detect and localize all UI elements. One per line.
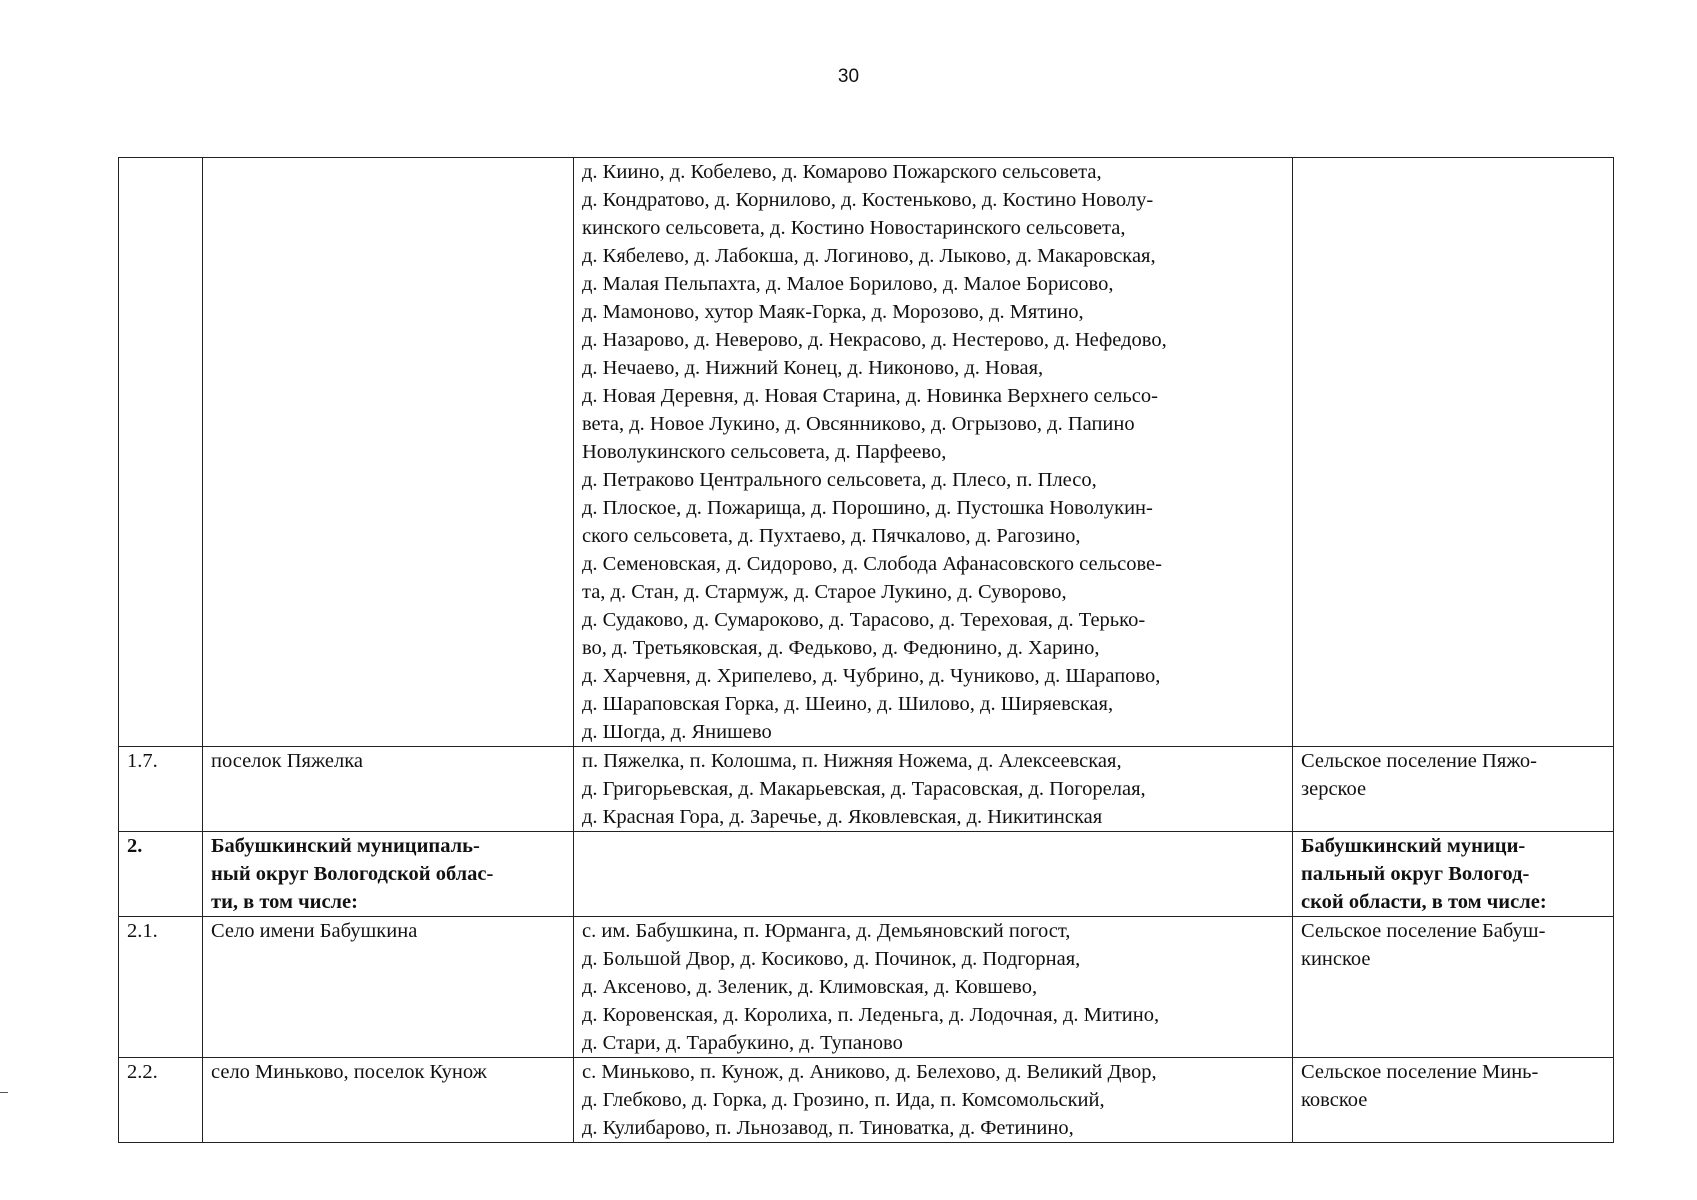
number-cell: [119, 1058, 203, 1143]
locality-name-cell-line: Бабушкинский муниципаль-: [211, 835, 480, 857]
settlements-list-cell-line: с. Миньково, п. Кунож, д. Аниково, д. Белехово, д. Великий Двор,: [582, 1061, 1157, 1083]
settlements-list-cell-line: во, д. Третьяковская, д. Федьково, д. Федюнино, д. Харино,: [582, 637, 1100, 659]
municipality-cell-line: пальный округ Вологод-: [1301, 863, 1530, 885]
settlements-list-cell-line: д. Петраково Центрального сельсовета, д. Плесо, п. Плесо,: [582, 469, 1097, 491]
settlements-list-cell-line: д. Кябелево, д. Лабокша, д. Логиново, д. Лыково, д. Макаровская,: [582, 245, 1156, 267]
settlements-list-cell-line: вета, д. Новое Лукино, д. Овсянниково, д. Огрызово, д. Папино: [582, 413, 1135, 435]
settlements-list-cell-line: д. Новая Деревня, д. Новая Старина, д. Новинка Верхнего сельсо-: [582, 385, 1158, 407]
settlements-list-cell-line: д. Семеновская, д. Сидорово, д. Слобода Афанасовского сельсове-: [582, 553, 1162, 575]
settlements-list-cell-line: ского сельсовета, д. Пухтаево, д. Пячкалово, д. Рагозино,: [582, 525, 1081, 547]
settlements-list-cell: [574, 747, 1293, 832]
locality-name-cell-line: поселок Пяжелка: [211, 750, 363, 772]
settlements-list-cell-line: п. Пяжелка, п. Колошма, п. Нижняя Ножема, д. Алексеевская,: [582, 750, 1122, 772]
locality-name-cell: [203, 917, 574, 1058]
settlements-list-cell-line: та, д. Стан, д. Стармуж, д. Старое Лукино, д. Суворово,: [582, 581, 1067, 603]
municipality-cell-line: Сельское поселение Пяжо-: [1301, 750, 1537, 772]
municipality-cell-line: ской области, в том числе:: [1301, 891, 1547, 913]
number-cell: [119, 747, 203, 832]
municipality-cell: [1293, 1058, 1614, 1143]
row-number: 2.: [127, 835, 143, 857]
table-body: [119, 158, 1614, 1143]
row-number: 2.2.: [127, 1061, 158, 1083]
settlements-list-cell-line: д. Малая Пельпахта, д. Малое Борилово, д. Малое Борисово,: [582, 273, 1114, 295]
municipality-cell: [1293, 832, 1614, 917]
number-cell: [119, 832, 203, 917]
settlements-list-cell-line: д. Нечаево, д. Нижний Конец, д. Никоново, д. Новая,: [582, 357, 1044, 379]
page-number: 30: [837, 66, 860, 87]
locality-name-cell: [203, 832, 574, 917]
municipality-cell-line: зерское: [1301, 778, 1367, 800]
settlements-list-cell-line: д. Коровенская, д. Королиха, п. Леденьга, д. Лодочная, д. Митино,: [582, 1004, 1160, 1026]
settlements-list-cell-line: д. Шараповская Горка, д. Шеино, д. Шилово, д. Ширяевская,: [582, 693, 1114, 715]
locality-name-cell: [203, 747, 574, 832]
table-row: [119, 917, 1614, 1058]
table-row: [119, 832, 1614, 917]
municipality-cell: [1293, 917, 1614, 1058]
locality-name-cell-line: село Миньково, поселок Кунож: [211, 1061, 487, 1083]
settlements-list-cell-line: Новолукинского сельсовета, д. Парфеево,: [582, 441, 947, 463]
settlements-list-cell-line: д. Харчевня, д. Хрипелево, д. Чубрино, д. Чуниково, д. Шарапово,: [582, 665, 1161, 687]
locality-name-cell-line: ный округ Вологодской облас-: [211, 863, 494, 885]
settlements-list-cell-line: д. Назарово, д. Неверово, д. Некрасово, д. Нестерово, д. Нефедово,: [582, 329, 1167, 351]
settlements-list-cell-line: д. Григорьевская, д. Макарьевская, д. Тарасовская, д. Погорелая,: [582, 778, 1146, 800]
number-cell: [119, 158, 203, 747]
locality-name-cell-line: ти, в том числе:: [211, 891, 358, 913]
settlements-list-cell-line: с. им. Бабушкина, п. Юрманга, д. Демьяновский погост,: [582, 920, 1071, 942]
row-number: 1.7.: [127, 750, 158, 772]
municipality-cell-line: Сельское поселение Минь-: [1301, 1061, 1539, 1083]
locality-name-cell-line: Село имени Бабушкина: [211, 920, 418, 942]
settlements-list-cell: [574, 917, 1293, 1058]
settlements-list-cell-line: д. Судаково, д. Сумароково, д. Тарасово, д. Тереховая, д. Терько-: [582, 609, 1146, 631]
settlements-list-cell-line: д. Большой Двор, д. Косиково, д. Починок, д. Подгорная,: [582, 948, 1081, 970]
locality-name-cell: [203, 158, 574, 747]
settlements-list-cell-line: д. Кондратово, д. Корнилово, д. Костеньково, д. Костино Новолу-: [582, 189, 1154, 211]
settlements-list-cell-line: д. Глебково, д. Горка, д. Грозино, п. Ида, п. Комсомольский,: [582, 1089, 1105, 1111]
settlements-list-cell-line: д. Плоское, д. Пожарища, д. Порошино, д. Пустошка Новолукин-: [582, 497, 1153, 519]
settlements-list-cell: [574, 832, 1293, 917]
municipality-cell-line: кинское: [1301, 948, 1371, 970]
settlements-list-cell-line: кинского сельсовета, д. Костино Новостаринского сельсовета,: [582, 217, 1126, 239]
settlements-table: [118, 157, 1614, 1143]
settlements-list-cell-line: д. Кулибарово, п. Льнозавод, п. Тиноватка, д. Фетинино,: [582, 1117, 1074, 1139]
municipality-cell-line: Бабушкинский муници-: [1301, 835, 1526, 857]
number-cell: [119, 917, 203, 1058]
locality-name-cell: [203, 1058, 574, 1143]
settlements-list-cell-line: д. Красная Гора, д. Заречье, д. Яковлевская, д. Никитинская: [582, 806, 1103, 828]
table-row: [119, 747, 1614, 832]
scan-edge-mark: [0, 1092, 8, 1093]
settlements-list-cell-line: д. Шогда, д. Янишево: [582, 721, 772, 743]
settlements-list-cell-line: д. Мамоново, хутор Маяк-Горка, д. Морозово, д. Мятино,: [582, 301, 1084, 323]
settlements-list-cell-line: д. Стари, д. Тарабукино, д. Тупаново: [582, 1032, 903, 1054]
settlements-list-cell-line: д. Аксеново, д. Зеленик, д. Климовская, д. Ковшево,: [582, 976, 1038, 998]
settlements-list-cell: [574, 158, 1293, 747]
municipality-cell: [1293, 158, 1614, 747]
municipality-cell-line: ковское: [1301, 1089, 1368, 1111]
table-row: [119, 1058, 1614, 1143]
municipality-cell: [1293, 747, 1614, 832]
settlements-list-cell-line: д. Киино, д. Кобелево, д. Комарово Пожарского сельсовета,: [582, 161, 1102, 183]
table-row: [119, 158, 1614, 747]
settlements-list-cell: [574, 1058, 1293, 1143]
row-number: 2.1.: [127, 920, 158, 942]
municipality-cell-line: Сельское поселение Бабуш-: [1301, 920, 1546, 942]
